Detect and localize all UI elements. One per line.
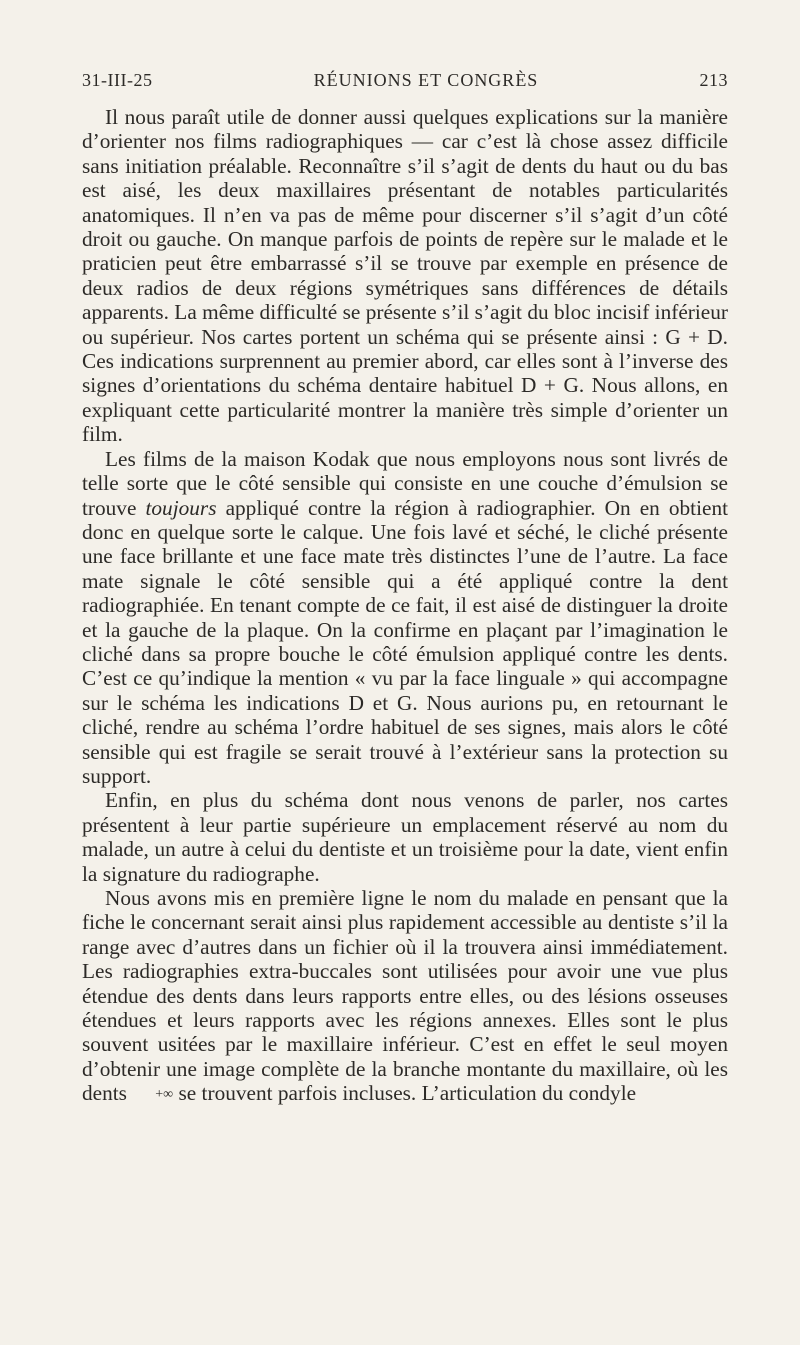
header-title: RÉUNIONS ET CONGRÈS	[313, 70, 539, 90]
paragraph-4: Nous avons mis en première ligne le nom du malade en pensant que la fiche le concernant serait ainsi plus rapidement accessible au dentiste s’il la range avec d’autres dans un fichier où il la trouvera ainsi immédiatement. Les radiographies extra-buccales sont utilisées pour avoir une vue plus étendue des dents dans leurs rapports entre elles, ou des lésions osseuses étendues et leurs rapports avec les régions annexes. Elles sont le plus souvent usitées par le maxillaire inférieur. C’est en effet le seul moyen d’obtenir une image complète de la branche montante du maxillaire, où les dents +∞ se trouvent parfois incluses. L’articulation du condyle	[82, 886, 728, 1108]
header-date: 31-III-25	[82, 70, 153, 90]
tooth-notation-symbol: +∞	[155, 1087, 174, 1103]
running-header	[82, 70, 728, 91]
emphasis-toujours: toujours	[145, 495, 217, 520]
paragraph-2: Les films de la maison Kodak que nous employons nous sont livrés de telle sorte que le côté sensible qui consiste en une couche d’émulsion se trouve toujours appliqué contre la région à radiographier. On en obtient donc en quelque sorte le calque. Une fois lavé et séché, le cliché présente une face brillante et une face mate très distinctes l’une de l’autre. La face mate signale le côté sensible qui a été appliqué contre la dent radiographiée. En tenant compte de ce fait, il est aisé de distinguer la droite et la gauche de la plaque. On la confirme en plaçant par l’imagination le cliché dans sa propre bouche le côté émulsion appliqué contre les dents. C’est ce qu’indique la mention « vu par la face linguale » qui accompagne sur le schéma les indications D et G. Nous aurions pu, en retournant le cliché, rendre au schéma l’ordre habituel de ses signes, mais alors le côté sensible qui est fragile se serait trouvé à l’extérieur sans la protection su support.	[82, 446, 729, 788]
paragraph-3: Enfin, en plus du schéma dont nous venons de parler, nos cartes présentent à leur partie supérieure un emplacement réservé au nom du malade, un autre à celui du dentiste et un troisième pour la date, vient enfin la signature du radiographe.	[82, 788, 728, 886]
page-number: 213	[699, 70, 728, 90]
paragraph-1: Il nous paraît utile de donner aussi quelques explications sur la manière d’orienter nos films radiographiques — car c’est là chose assez difficile sans initiation préalable. Reconnaître s’il s’agit de dents du haut ou du bas est aisé, les deux maxillaires présentant de notables particularités anatomiques. Il n’en va pas de même pour discerner s’il s’agit d’un côté droit ou gauche. On manque parfois de points de repère sur le malade et le praticien peut être embarrassé s’il se trouve par exemple en présence de deux radios de deux régions symétriques sans différences de détails apparents. La même difficulté se présente s’il s’agit du bloc incisif inférieur ou supérieur. Nos cartes portent un schéma qui se présente ainsi : G + D. Ces indications surprennent au premier abord, car elles sont à l’inverse des signes d’orientations du schéma dentaire habituel D + G. Nous allons, en expliquant cette particularité montrer la manière très simple d’orienter un film.	[82, 105, 728, 447]
